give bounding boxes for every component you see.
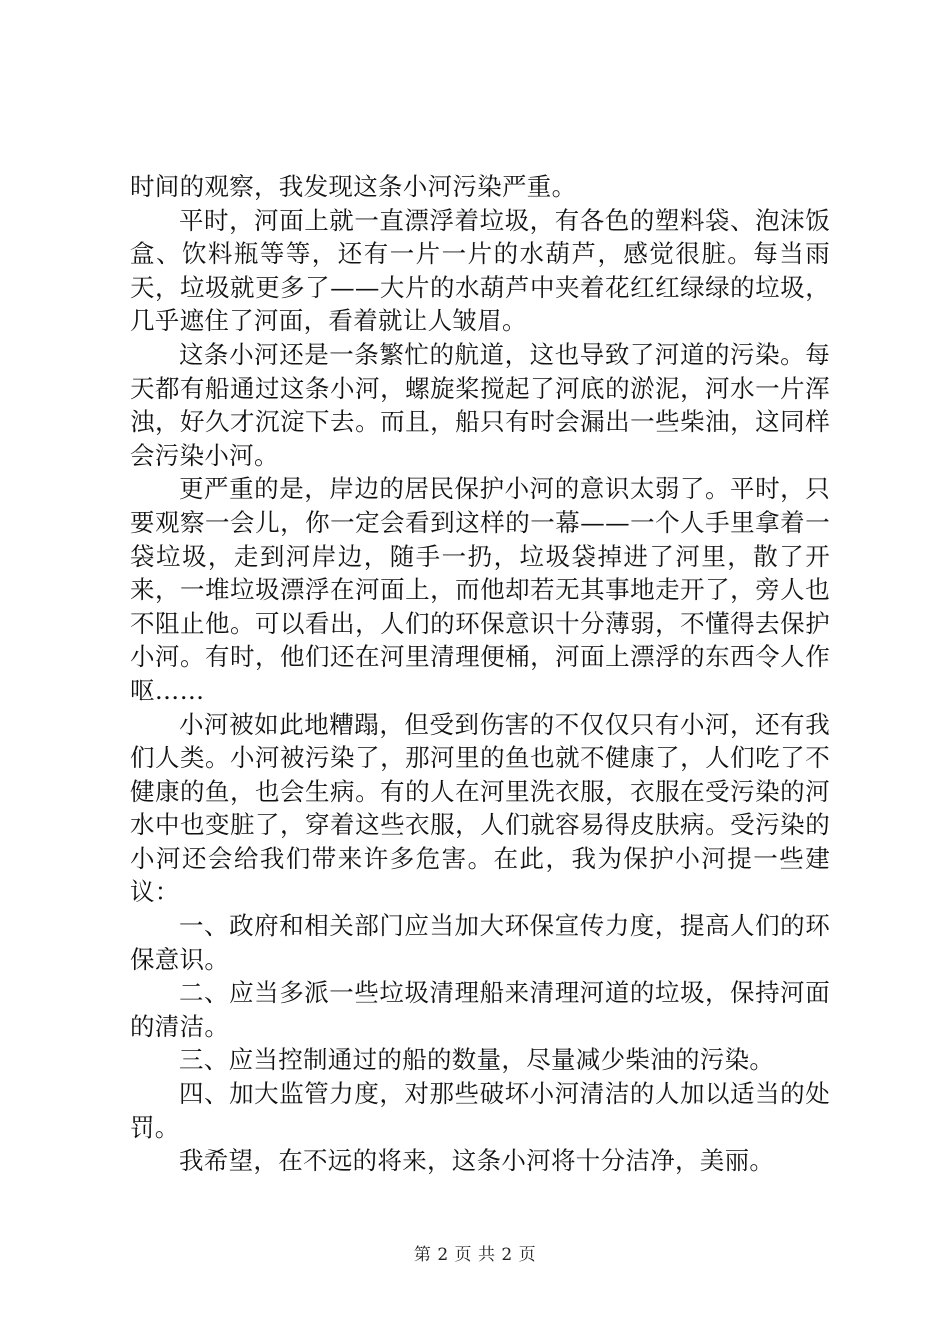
suggestion-1: 一、政府和相关部门应当加大环保宣传力度，提高人们的环保意识。	[130, 911, 830, 974]
suggestion-2: 二、应当多派一些垃圾清理船来清理河道的垃圾，保持河面的清洁。	[130, 978, 830, 1041]
paragraph-2: 平时，河面上就一直漂浮着垃圾，有各色的塑料袋、泡沫饭盒、饮料瓶等等，还有一片一片的水葫芦，感觉很脏。每当雨天，垃圾就更多了——大片的水葫芦中夹着花红红绿绿的垃圾，几乎遮住了河面，看着就让人皱眉。	[130, 205, 830, 336]
suggestion-3: 三、应当控制通过的船的数量，尽量减少柴油的污染。	[179, 1045, 775, 1075]
document-body	[130, 170, 830, 1178]
paragraph-4: 更严重的是，岸边的居民保护小河的意识太弱了。平时，只要观察一会儿，你一定会看到这样的一幕——一个人手里拿着一袋垃圾，走到河岸边，随手一扔，垃圾袋掉进了河里，散了开来，一堆垃圾漂浮在河面上，而他却若无其事地走开了，旁人也不阻止他。可以看出，人们的环保意识十分薄弱，不懂得去保护小河。有时，他们还在河里清理便桶，河面上漂浮的东西令人作呕……	[130, 474, 830, 705]
paragraph-1: 时间的观察，我发现这条小河污染严重。	[130, 172, 577, 201]
page-number-footer: 第 2 页 共 2 页	[413, 1245, 537, 1265]
paragraph-3: 这条小河还是一条繁忙的航道，这也导致了河道的污染。每天都有船通过这条小河，螺旋桨搅起了河底的淤泥，河水一片浑浊，好久才沉淀下去。而且，船只有时会漏出一些柴油，这同样会污染小河。	[130, 339, 830, 470]
suggestion-4: 四、加大监管力度，对那些破坏小河清洁的人加以适当的处罚。	[130, 1079, 830, 1142]
paragraph-5: 小河被如此地糟蹋，但受到伤害的不仅仅只有小河，还有我们人类。小河被污染了，那河里的鱼也就不健康了，人们吃了不健康的鱼，也会生病。有的人在河里洗衣服，衣服在受污染的河水中也变脏了，穿着这些衣服，人们就容易得皮肤病。受污染的小河还会给我们带来许多危害。在此，我为保护小河提一些建议：	[130, 709, 830, 907]
closing-paragraph: 我希望，在不远的将来，这条小河将十分洁净，美丽。	[179, 1146, 775, 1176]
